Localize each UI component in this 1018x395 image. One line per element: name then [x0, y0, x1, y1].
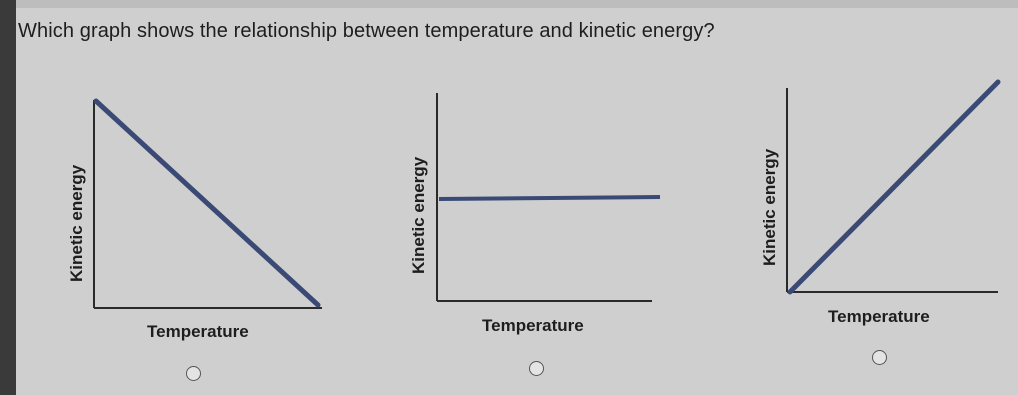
radio-option-b[interactable]	[529, 361, 544, 376]
radio-option-c[interactable]	[872, 350, 887, 365]
graph-c-xlabel: Temperature	[828, 307, 930, 326]
question-text: Which graph shows the relationship between temperature and kinetic energy?	[18, 20, 715, 42]
graph-a-line	[96, 101, 318, 305]
graph-b-xlabel: Temperature	[482, 316, 584, 335]
graph-b-line	[439, 197, 660, 199]
graph-c-line	[790, 82, 998, 292]
graph-a	[94, 100, 322, 308]
graph-a-ylabel: Kinetic energy	[67, 164, 86, 282]
graph-b	[437, 93, 660, 301]
graph-a-xlabel: Temperature	[147, 322, 249, 341]
radio-option-a[interactable]	[186, 366, 201, 381]
graph-c	[787, 82, 998, 292]
graph-c-ylabel: Kinetic energy	[760, 148, 779, 266]
graph-b-ylabel: Kinetic energy	[409, 156, 428, 274]
